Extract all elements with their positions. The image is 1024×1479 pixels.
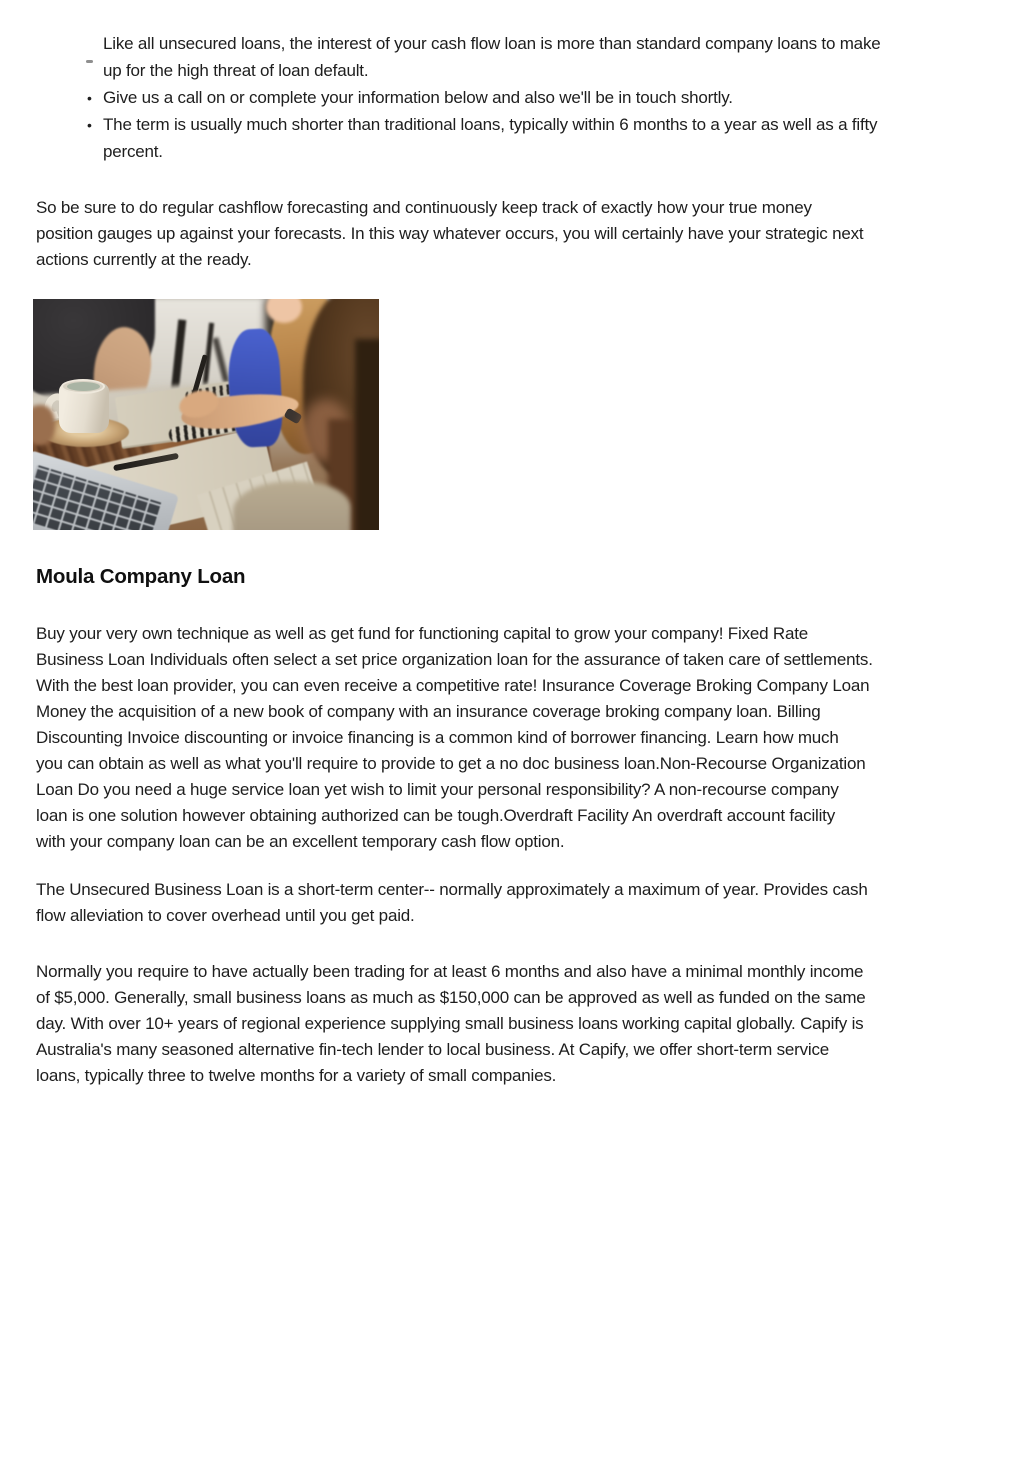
list-item-text: Like all unsecured loans, the interest of your cash flow loan is more than standard company loans to make up for the high threat of loan default. [103,34,881,80]
bullet-marker: • [87,90,92,106]
list-item [36,111,992,165]
meeting-photo [33,299,379,530]
bullet-marker: • [87,117,92,133]
paragraph-unsecured-loan: The Unsecured Business Loan is a short-term center-- normally approximately a maximum of year. Provides cash flow alleviation to cover overhead until you get paid. [36,880,868,925]
section-heading: Moula Company Loan [36,565,246,588]
photo-mug-inner [67,382,100,391]
document-page [0,30,1024,1479]
photo-coffee-mug [59,383,109,433]
list-item-text: Give us a call on or complete your information below and also we'll be in touch shortly. [103,88,733,107]
paragraph-cashflow-forecasting: So be sure to do regular cashflow forecasting and continuously keep track of exactly how your true money position gauges up against your forecasts. In this way whatever occurs, you will certainly have your strategic next actions currently at the ready. [36,198,864,269]
photo-foreground-person-shoulder [233,481,351,530]
photo-dark-edge [355,339,379,530]
list-item [36,30,992,84]
list-item-text: The term is usually much shorter than traditional loans, typically within 6 months to a year as well as a fifty percent. [103,115,878,161]
paragraph-capify: Normally you require to have actually been trading for at least 6 months and also have a minimal monthly income of $5,000. Generally, small business loans as much as $150,000 can be approved as well as funded on the same day. With over 10+ years of regional experience supplying small business loans working capital globally. Capify is Australia's many seasoned alternative fin-tech lender to local business. At Capify, we offer short-term service loans, typically three to twelve months for a variety of small companies. [36,962,866,1085]
list-item [36,84,992,111]
paragraph-loan-types: Buy your very own technique as well as get fund for functioning capital to grow your company! Fixed Rate Business Loan Individuals often select a set price organization loan for the assurance of taken care of settlements. With the best loan provider, you can even receive a competitive rate! Insurance Coverage Broking Company Loan Money the acquisition of a new book of company with an insurance coverage broking company loan. Billing Discounting Invoice discounting or invoice financing is a common kind of borrower financing. Learn how much you can obtain as well as what you'll require to provide to get a no doc business loan.Non-Recourse Organization Loan Do you need a huge service loan yet wish to limit your personal responsibility? A non-recourse company loan is one solution however obtaining authorized can be tough.Overdraft Facility An overdraft account facility with your company loan can be an excellent temporary cash flow option. [36,624,873,851]
bullet-list [36,30,992,165]
photo-woman-blue-top [226,328,284,449]
